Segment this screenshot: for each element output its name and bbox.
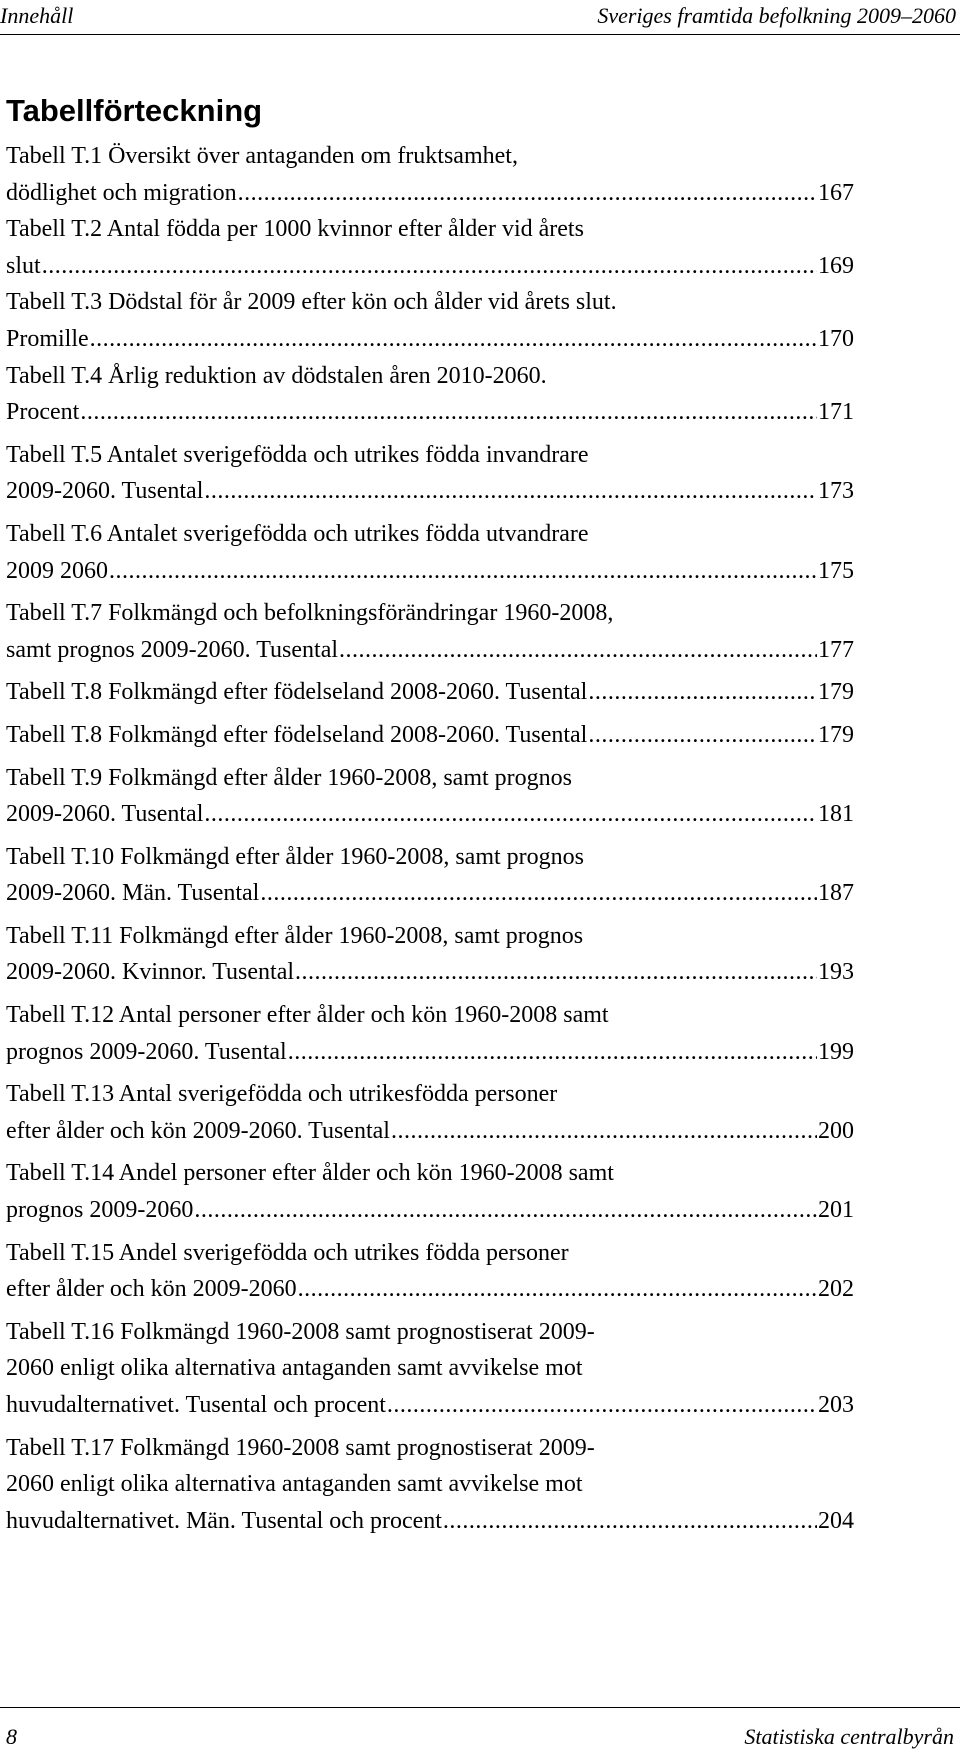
dot-leader — [288, 1034, 817, 1071]
toc-entry-line: Tabell T.1 Översikt över antaganden om fruktsamhet, — [6, 143, 518, 169]
toc-entry-line: Tabell T.11 Folkmängd efter ålder 1960-2008, samt prognos — [6, 922, 584, 949]
dot-leader — [204, 473, 817, 510]
footer-publisher: Statistiska centralbyrån — [744, 1724, 954, 1749]
toc-entry[interactable] — [6, 1076, 854, 1149]
toc-entry-last-line — [6, 1192, 854, 1229]
dot-leader — [387, 1387, 817, 1424]
toc-entry-text: efter ålder och kön 2009-2060. Tusental — [6, 1117, 390, 1144]
toc-page-number[interactable]: 170 — [818, 325, 854, 352]
toc-page-number[interactable]: 181 — [818, 801, 854, 828]
toc-entry-line: Tabell T.16 Folkmängd 1960-2008 samt prognostiserat 2009- — [6, 1318, 595, 1345]
toc-entry-line: Tabell T.12 Antal personer efter ålder och kön 1960-2008 samt — [6, 1002, 609, 1029]
toc-page-number[interactable]: 201 — [818, 1197, 854, 1224]
header-publication-title: Sveriges framtida befolkning 2009–2060 — [597, 3, 956, 28]
toc-page-number[interactable]: 203 — [818, 1392, 854, 1418]
dot-leader — [588, 717, 817, 754]
dot-leader — [109, 553, 817, 590]
toc-entry-last-line — [6, 674, 854, 711]
toc-page-number[interactable]: 169 — [818, 252, 854, 279]
toc-entry-text: huvudalternativet. Män. Tusental och procent — [6, 1507, 442, 1534]
toc-entry-text: slut — [6, 252, 41, 279]
toc-entry-text: 2009 2060 — [6, 557, 108, 584]
dot-leader — [194, 1192, 817, 1229]
toc-entry-line: 2060 enligt olika alternativa antaganden samt avvikelse mot — [6, 1355, 583, 1382]
footer-page-number: 8 — [6, 1724, 17, 1749]
toc-entry-last-line — [6, 553, 854, 590]
toc-page-number[interactable]: 199 — [818, 1038, 854, 1065]
dot-leader — [295, 954, 817, 991]
toc-entry-text: 2009-2060. Tusental — [6, 801, 204, 828]
toc-entry[interactable] — [6, 595, 854, 668]
toc-entry-last-line — [6, 175, 854, 212]
dot-leader — [42, 248, 817, 285]
toc-entry-last-line — [6, 1503, 854, 1540]
toc-entry-line: Tabell T.7 Folkmängd och befolkningsförändringar 1960-2008, — [6, 600, 614, 627]
dot-leader — [260, 875, 817, 912]
dot-leader — [80, 394, 817, 431]
dot-leader — [339, 632, 817, 669]
toc-entry-text: Promille — [6, 325, 89, 352]
page-footer — [0, 1707, 960, 1757]
page-title: Tabellförteckning — [6, 93, 263, 128]
toc-entry[interactable] — [6, 839, 854, 912]
toc-page-number[interactable]: 187 — [818, 880, 854, 907]
toc-entry-last-line — [6, 954, 854, 991]
toc-entry-line: 2060 enligt olika alternativa antaganden samt avvikelse mot — [6, 1471, 583, 1498]
toc-entry-line: Tabell T.5 Antalet sverigefödda och utrikes födda invandrare — [6, 441, 589, 468]
toc-entry-line: Tabell T.6 Antalet sverigefödda och utrikes födda utvandrare — [6, 520, 589, 547]
toc-entry-last-line — [6, 875, 854, 912]
toc-entry-last-line — [6, 717, 854, 754]
toc-page-number[interactable]: 175 — [818, 557, 854, 584]
toc-entry[interactable] — [6, 1235, 854, 1308]
toc-page-number[interactable]: 193 — [818, 959, 854, 986]
toc-page-number[interactable]: 200 — [818, 1117, 854, 1144]
toc-entry-text: dödlighet och migration — [6, 179, 237, 206]
dot-leader — [391, 1113, 817, 1150]
toc-entry-line: Tabell T.13 Antal sverigefödda och utrikesfödda personer — [6, 1081, 558, 1108]
dot-leader — [588, 674, 817, 711]
toc-entry-last-line — [6, 796, 854, 833]
toc-entry-last-line — [6, 248, 854, 285]
toc-entry-line: Tabell T.10 Folkmängd efter ålder 1960-2008, samt prognos — [6, 843, 584, 870]
toc-entry-line: Tabell T.14 Andel personer efter ålder och kön 1960-2008 samt — [6, 1160, 614, 1187]
toc-entry[interactable] — [6, 437, 854, 510]
toc-page-number[interactable]: 202 — [818, 1276, 854, 1303]
toc-entry[interactable] — [6, 717, 854, 754]
toc-page-number[interactable]: 173 — [818, 478, 854, 505]
dot-leader — [443, 1503, 817, 1540]
toc-entry-text: Tabell T.8 Folkmängd efter födelseland 2008-2060. Tusental — [6, 721, 588, 748]
toc-entry-last-line — [6, 632, 854, 669]
toc-entry-text: 2009-2060. Män. Tusental — [6, 880, 260, 907]
toc-entry-last-line — [6, 1271, 854, 1308]
toc-entry-last-line — [6, 394, 854, 431]
toc-entry[interactable] — [6, 516, 854, 589]
toc-entry[interactable] — [6, 138, 854, 211]
toc-page-number[interactable]: 171 — [818, 399, 854, 426]
toc-entry-text: Procent — [6, 399, 80, 426]
toc-entry-last-line — [6, 1113, 854, 1150]
toc-page-number[interactable]: 179 — [818, 721, 854, 748]
toc-entry-last-line — [6, 1387, 854, 1424]
toc-entry[interactable] — [6, 358, 854, 431]
toc-entry-line: Tabell T.4 Årlig reduktion av dödstalen åren 2010-2060. — [6, 362, 547, 389]
toc-entry-text: Tabell T.8 Folkmängd efter födelseland 2008-2060. Tusental — [6, 679, 588, 706]
toc-entry-text: samt prognos 2009-2060. Tusental — [6, 636, 339, 663]
toc-entry-last-line — [6, 321, 854, 358]
dot-leader — [238, 175, 817, 212]
toc-entry-text: efter ålder och kön 2009-2060 — [6, 1276, 297, 1303]
toc-entry-line: Tabell T.3 Dödstal för år 2009 efter kön och ålder vid årets slut. — [6, 289, 617, 316]
toc-entry-last-line — [6, 1034, 854, 1071]
toc-entry[interactable] — [6, 1430, 854, 1540]
toc-entry-line: Tabell T.9 Folkmängd efter ålder 1960-2008, samt prognos — [6, 764, 572, 791]
toc-entry[interactable] — [6, 1155, 854, 1228]
toc-entry-last-line — [6, 473, 854, 510]
dot-leader — [204, 796, 817, 833]
table-of-contents — [6, 138, 854, 1539]
dot-leader — [298, 1271, 817, 1308]
toc-page-number[interactable]: 204 — [818, 1507, 854, 1534]
toc-entry-line: Tabell T.2 Antal födda per 1000 kvinnor efter ålder vid årets — [6, 216, 584, 243]
toc-entry-text: 2009-2060. Tusental — [6, 478, 204, 505]
toc-entry-text: huvudalternativet. Tusental och procent — [6, 1392, 386, 1418]
toc-entry-line: Tabell T.17 Folkmängd 1960-2008 samt prognostiserat 2009- — [6, 1434, 595, 1461]
toc-entry-text: 2009-2060. Kvinnor. Tusental — [6, 959, 295, 986]
toc-entry[interactable] — [6, 997, 854, 1070]
toc-entry-line: Tabell T.15 Andel sverigefödda och utrikes födda personer — [6, 1239, 569, 1266]
toc-entry[interactable] — [6, 918, 854, 991]
toc-entry[interactable] — [6, 760, 854, 833]
header-section-title: Innehåll — [0, 3, 74, 28]
toc-entry-text: prognos 2009-2060 — [6, 1197, 194, 1224]
dot-leader — [90, 321, 817, 358]
toc-page-number[interactable]: 179 — [818, 679, 854, 706]
toc-entry-text: prognos 2009-2060. Tusental — [6, 1038, 287, 1065]
toc-entry[interactable] — [6, 211, 854, 284]
toc-entry[interactable] — [6, 1314, 854, 1424]
toc-entry[interactable] — [6, 674, 854, 711]
toc-page-number[interactable]: 167 — [818, 179, 854, 206]
toc-entry[interactable] — [6, 284, 854, 357]
toc-page-number[interactable]: 177 — [818, 636, 854, 663]
page-header — [0, 0, 960, 35]
